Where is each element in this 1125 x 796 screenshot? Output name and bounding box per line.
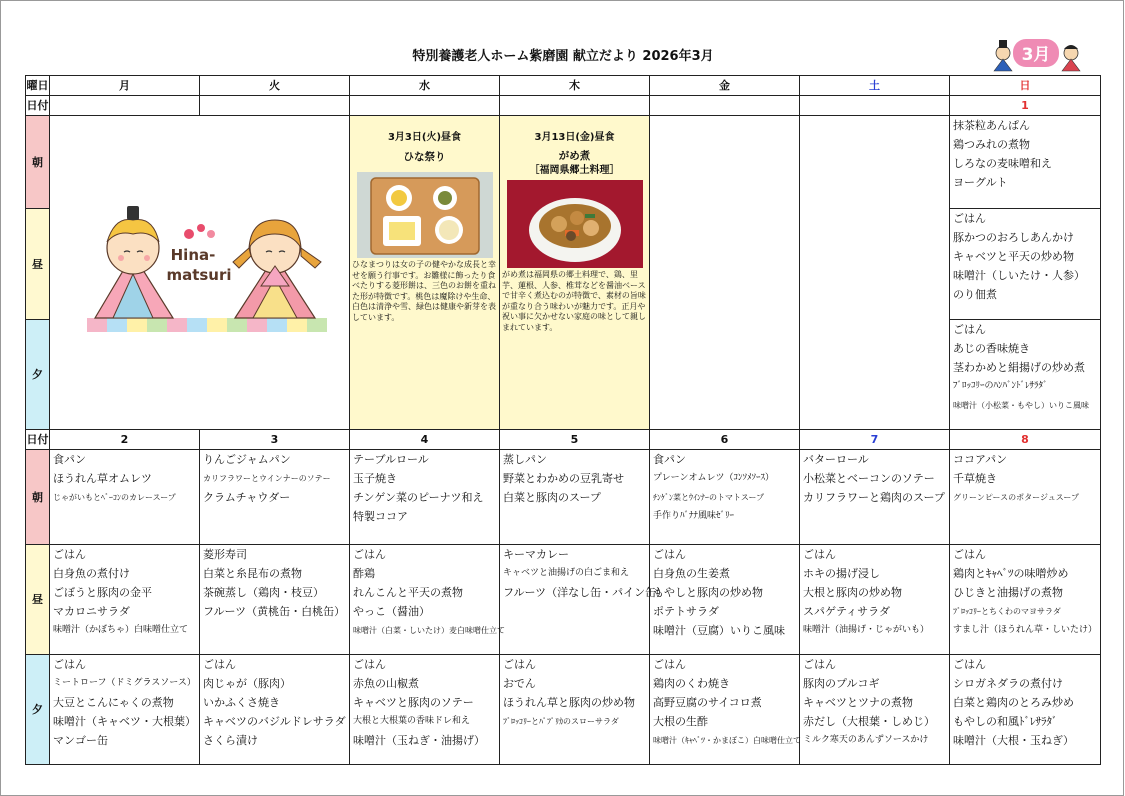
feature-gameni-name: がめ煮 — [558, 150, 591, 162]
menu-item: 味噌汁（玉ねぎ・油揚げ） — [353, 734, 485, 747]
menu-item: すまし汁（ほうれん草・しいたけ） — [953, 625, 1098, 635]
weekday-mon: 月 — [50, 76, 200, 96]
peach-blossom-icon — [184, 224, 215, 239]
week2-sat-lunch — [800, 545, 950, 655]
weekday-header-label: 曜日 — [26, 76, 50, 96]
menu-item: ごはん — [803, 658, 836, 671]
menu-item: 茎わかめと絹揚げの炒め煮 — [953, 361, 1085, 374]
menu-item: ごはん — [353, 548, 386, 561]
menu-item: 千草焼き — [953, 472, 997, 485]
weekday-sat: 土 — [800, 76, 950, 96]
menu-item: 鶏肉のくわ焼き — [653, 677, 730, 690]
menu-item: 茶碗蒸し（鶏肉・枝豆） — [203, 586, 324, 599]
week2-breakfast-row — [26, 450, 1101, 545]
menu-item: ﾁﾝｹﾞﾝ菜とｳｲﾝﾅｰのトマトスープ — [653, 493, 765, 502]
week2-date-wed: 4 — [350, 430, 500, 450]
week2-mon-lunch — [50, 545, 200, 655]
week1-sun-breakfast — [950, 116, 1101, 209]
menu-item: 味噌汁（ｷｬﾍﾞﾂ・かまぼこ）白味噌仕立て — [653, 736, 801, 745]
tatami-stripe — [87, 318, 327, 332]
feature-gameni-description: がめ煮は福岡県の郷土料理で、鶏、里芋、蓮根、人参、椎茸などを醤油ベースで甘辛く煮込むのが特徴で、素材の旨味が重なり合う味わいが魅力です。正月や祝い事に欠かせない家庭の味として親しまれています。 — [502, 270, 646, 332]
menu-item: ココアパン — [953, 453, 1008, 466]
week2-tue-breakfast — [200, 450, 350, 545]
menu-item: 蒸しパン — [503, 453, 547, 466]
menu-item: のり佃煮 — [953, 288, 997, 301]
menu-item: 菱形寿司 — [203, 548, 247, 561]
week2-sun-breakfast — [950, 450, 1101, 545]
menu-item: ごはん — [203, 658, 236, 671]
menu-item: マカロニサラダ — [53, 605, 130, 618]
menu-item: 小松菜とベーコンのソテー — [803, 472, 935, 485]
menu-item: ミートローフ（ドミグラスソース） — [53, 678, 196, 688]
feature-gameni-date: 3月13日(金)昼食 — [534, 132, 615, 143]
meal-label-lunch: 昼 — [26, 209, 50, 320]
menu-item: 豚肉のプルコギ — [803, 677, 880, 690]
menu-item: ﾌﾞﾛｯｺﾘｰとちくわのマヨサラダ — [953, 607, 1061, 616]
menu-item: キャベツと油揚げの白ごま和え — [503, 568, 630, 578]
week2-date-mon: 2 — [50, 430, 200, 450]
week1-fri-cell — [650, 116, 800, 430]
menu-item: 赤だし（大根葉・しめじ） — [803, 715, 935, 728]
feature-gameni-cell — [500, 116, 650, 430]
weekday-header-row — [26, 76, 1101, 96]
week2-thu-lunch — [500, 545, 668, 655]
menu-item: 白身魚の煮付け — [53, 567, 130, 580]
menu-item: 特製ココア — [353, 510, 408, 523]
menu-item: 手作りﾊﾞﾅﾅ風味ｾﾞﾘｰ — [653, 511, 735, 521]
menu-item: 味噌汁（しいたけ・人参） — [953, 269, 1085, 282]
week1-date-mon — [50, 96, 200, 116]
meal-label-breakfast: 朝 — [26, 116, 50, 209]
illustration-text-line2: matsuri — [165, 265, 232, 284]
week2-fri-lunch — [650, 545, 800, 655]
page-title: 特別養護老人ホーム紫磨園 献立だより 2026年3月 — [412, 49, 714, 64]
weekday-fri: 金 — [650, 76, 800, 96]
menu-item: 味噌汁（小松菜・もやし）いりこ風味 — [953, 401, 1089, 410]
menu-item: 高野豆腐のサイコロ煮 — [653, 696, 762, 709]
meal-label-dinner: 夕 — [26, 655, 50, 765]
week1-breakfast-row — [26, 116, 1101, 209]
menu-item: ほうれん草と豚肉の炒め物 — [503, 696, 635, 709]
menu-item: キャベツと平天の炒め物 — [953, 250, 1074, 263]
ohina-sama-icon — [233, 220, 321, 318]
week2-sun-lunch — [950, 545, 1101, 655]
menu-item: ひじきと油揚げの煮物 — [953, 586, 1063, 599]
menu-item: フルーツ（黄桃缶・白桃缶） — [203, 605, 346, 618]
week2-sat-breakfast — [800, 450, 950, 545]
week1-date-sun: 1 — [950, 96, 1101, 116]
menu-item: 白菜と糸昆布の煮物 — [203, 567, 302, 580]
menu-item: 玉子焼き — [353, 472, 397, 485]
menu-item: カリフラワーと鶏肉のスープ — [803, 491, 945, 504]
menu-item: ホキの揚げ浸し — [803, 567, 880, 580]
hinamatsuri-illustration-cell — [50, 116, 350, 430]
menu-item: 豚かつのおろしあんかけ — [953, 231, 1074, 244]
hinamatsuri-meal-photo — [357, 172, 493, 258]
menu-item: あじの香味焼き — [953, 342, 1030, 355]
menu-item: ほうれん草オムレツ — [53, 472, 152, 485]
menu-item: シロガネダラの煮付け — [953, 677, 1063, 690]
menu-item: カリフラワーとウインナーのソテー — [203, 474, 331, 483]
week2-tue-lunch — [200, 545, 350, 655]
menu-item: キャベツのバジルドレサラダ — [203, 715, 346, 728]
illustration-text-line1: Hina- — [170, 245, 215, 264]
menu-item: ミルク寒天のあんずソースかけ — [803, 735, 929, 745]
menu-item: 大豆とこんにゃくの煮物 — [53, 696, 174, 709]
menu-item: キャベツとツナの煮物 — [803, 696, 913, 709]
menu-item: 味噌汁（豆腐）いりこ風味 — [653, 624, 785, 637]
menu-item: ポテトサラダ — [653, 605, 719, 618]
feature-hinamatsuri-name: ひな祭り — [403, 151, 446, 163]
week1-sat-cell — [800, 116, 950, 430]
menu-item: ごはん — [653, 548, 686, 561]
weekday-tue: 火 — [200, 76, 350, 96]
meal-label-dinner: 夕 — [26, 320, 50, 430]
menu-item: マンゴー缶 — [53, 734, 108, 747]
feature-hinamatsuri-cell — [350, 116, 500, 430]
week2-sat-dinner — [800, 655, 950, 765]
feature-hinamatsuri-date: 3月3日(火)昼食 — [387, 132, 462, 143]
menu-item: やっこ（醤油） — [353, 605, 430, 618]
menu-item: さくら漬け — [203, 734, 258, 747]
menu-item: フルーツ（洋なし缶・パイン缶） — [503, 586, 668, 599]
week2-thu-breakfast — [500, 450, 650, 545]
menu-item: ごはん — [503, 658, 536, 671]
menu-item: 味噌汁（大根・玉ねぎ） — [953, 734, 1074, 747]
menu-item: キャベツと豚肉のソテー — [353, 696, 474, 709]
month-badge — [991, 33, 1083, 73]
menu-item: 味噌汁（キャベツ・大根葉） — [53, 715, 196, 728]
feature-hinamatsuri-description: ひなまつりは女の子の健やかな成長と幸せを願う行事です。お雛様に飾ったり食べたりする菱形餅は、三色のお餅を重ねた形が特徴です。桃色は魔除けや生命、白色は清浄や雪、緑色は健康や新芽を表しています。 — [352, 260, 496, 322]
menu-item: 味噌汁（油揚げ・じゃがいも） — [803, 625, 930, 635]
menu-item: ﾌﾞﾛｯｺﾘｰのﾊﾝﾊﾞﾝﾄﾞﾚｻﾗﾀﾞ — [953, 381, 1048, 391]
date-header-label: 日付 — [26, 430, 50, 450]
week2-date-fri: 6 — [650, 430, 800, 450]
menu-item: ごはん — [953, 212, 986, 225]
menu-item: 白身魚の生姜煮 — [653, 567, 730, 580]
week2-wed-dinner — [350, 655, 500, 765]
menu-item: ごぼうと豚肉の金平 — [53, 586, 152, 599]
menu-item: 食パン — [53, 453, 86, 466]
week2-mon-breakfast — [50, 450, 200, 545]
menu-item: テーブルロール — [353, 453, 429, 466]
menu-item: ごはん — [653, 658, 686, 671]
week2-wed-breakfast — [350, 450, 500, 545]
week1-date-fri — [650, 96, 800, 116]
weekday-thu: 木 — [500, 76, 650, 96]
week2-sun-dinner — [950, 655, 1101, 765]
week2-lunch-row — [26, 545, 1101, 655]
menu-item: もやしの和風ﾄﾞﾚｻﾗﾀﾞ — [953, 715, 1058, 728]
menu-item: しろなの麦味噌和え — [953, 157, 1052, 170]
week2-tue-dinner — [200, 655, 350, 765]
menu-item: いかふくさ焼き — [203, 696, 280, 709]
menu-item: ごはん — [953, 658, 986, 671]
menu-item: 酢鶏 — [353, 567, 375, 580]
menu-item: クラムチャウダー — [203, 491, 291, 504]
week2-date-thu: 5 — [500, 430, 650, 450]
menu-item: スパゲティサラダ — [803, 605, 891, 618]
weekday-wed: 水 — [350, 76, 500, 96]
menu-item: ごはん — [803, 548, 836, 561]
week1-date-wed — [350, 96, 500, 116]
menu-item: りんごジャムパン — [203, 453, 291, 466]
hinamatsuri-illustration — [65, 190, 335, 350]
menu-table — [25, 75, 1101, 765]
gameni-photo — [507, 180, 643, 268]
weekday-sun: 日 — [950, 76, 1101, 96]
menu-item: 味噌汁（白菜・しいたけ）麦白味噌仕立て — [353, 626, 505, 635]
menu-item: ごはん — [53, 548, 86, 561]
menu-item: 白菜と鶏肉のとろみ炒め — [953, 696, 1074, 709]
week2-fri-breakfast — [650, 450, 800, 545]
menu-item: 食パン — [653, 453, 686, 466]
menu-item: 味噌汁（かぼちゃ）白味噌仕立て — [53, 625, 189, 635]
week2-wed-lunch — [350, 545, 505, 655]
week2-thu-dinner — [500, 655, 650, 765]
feature-gameni-subtitle: ［福岡県郷土料理］ — [529, 165, 620, 176]
menu-item: おでん — [503, 677, 536, 690]
meal-label-lunch: 昼 — [26, 545, 50, 655]
menu-item: れんこんと平天の煮物 — [353, 586, 463, 599]
week1-sun-dinner — [950, 320, 1101, 430]
month-badge-label: 3月 — [1021, 45, 1051, 65]
week1-sun-lunch — [950, 209, 1101, 320]
week2-date-row — [26, 430, 1101, 450]
week2-date-tue: 3 — [200, 430, 350, 450]
week2-mon-dinner — [50, 655, 200, 765]
menu-item: 大根の生酢 — [653, 715, 708, 728]
date-header-label: 日付 — [26, 96, 50, 116]
week2-dinner-row — [26, 655, 1101, 765]
menu-item: バターロール — [803, 453, 869, 466]
week2-date-sun: 8 — [950, 430, 1101, 450]
menu-item: 肉じゃが（豚肉） — [203, 677, 291, 690]
week1-date-sat — [800, 96, 950, 116]
week1-date-tue — [200, 96, 350, 116]
menu-item: ごはん — [953, 548, 986, 561]
menu-item: 鶏肉とｷｬﾍﾞﾂの味噌炒め — [953, 567, 1069, 580]
menu-item: ごはん — [353, 658, 386, 671]
week1-date-thu — [500, 96, 650, 116]
menu-item: キーマカレー — [503, 548, 569, 561]
menu-item: もやしと豚肉の炒め物 — [653, 586, 763, 599]
meal-label-breakfast: 朝 — [26, 450, 50, 545]
week1-date-row — [26, 96, 1101, 116]
week2-fri-dinner — [650, 655, 800, 765]
odairi-sama-icon — [95, 206, 173, 318]
menu-item: 抹茶粒あんぱん — [953, 119, 1030, 132]
menu-item: グリーンピースのポタージュスープ — [953, 493, 1079, 502]
menu-item: プレーンオムレツ（ｺﾝｿﾒｿｰｽ） — [653, 473, 774, 483]
menu-item: 大根と大根葉の香味ドレ和え — [353, 716, 471, 726]
menu-item: ごはん — [953, 323, 986, 336]
week2-date-sat: 7 — [800, 430, 950, 450]
menu-item: ﾌﾞﾛｯｺﾘｰとﾊﾟﾌﾟﾘｶのスローサラダ — [503, 717, 619, 726]
menu-item: 鶏つみれの煮物 — [953, 138, 1030, 151]
menu-item: 赤魚の山椒煮 — [353, 677, 419, 690]
menu-item: 白菜と豚肉のスープ — [503, 491, 601, 504]
menu-item: ヨーグルト — [953, 176, 1008, 189]
menu-item: チンゲン菜のピーナツ和え — [353, 491, 484, 504]
menu-item: ごはん — [53, 658, 86, 671]
menu-item: 野菜とわかめの豆乳寄せ — [503, 472, 624, 485]
menu-item: 大根と豚肉の炒め物 — [803, 586, 902, 599]
menu-item: じゃがいもとﾍﾞｰｺﾝのカレースープ — [53, 493, 176, 502]
